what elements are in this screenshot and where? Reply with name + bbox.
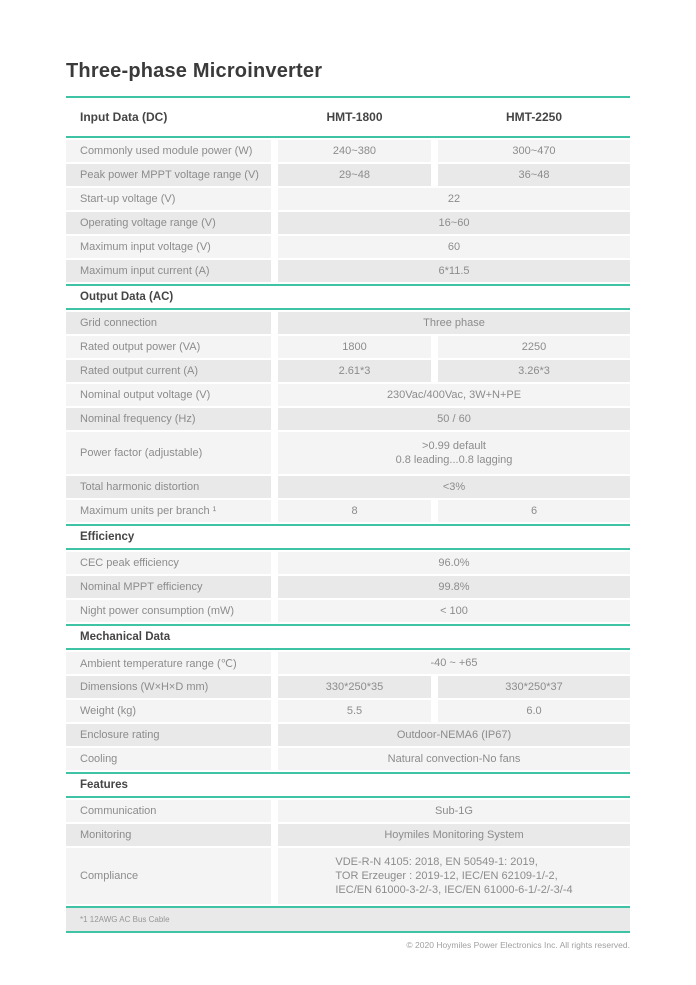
row-label: CEC peak efficiency: [66, 552, 271, 574]
section-header: [66, 284, 630, 310]
row-label: Cooling: [66, 748, 271, 770]
row-value: 29~48: [278, 164, 431, 186]
table-row: [66, 676, 630, 698]
row-label: Maximum input current (A): [66, 260, 271, 282]
column-header-model-1: HMT-1800: [326, 110, 383, 124]
row-value: 2250: [438, 336, 630, 358]
copyright: © 2020 Hoymiles Power Electronics Inc. All rights reserved.: [406, 940, 630, 950]
row-value-lines: [396, 432, 513, 474]
row-value-lines: [335, 848, 572, 904]
row-value: 60: [278, 236, 630, 258]
table-row: [66, 360, 630, 382]
row-label: Compliance: [66, 848, 271, 904]
footnote: *1 12AWG AC Bus Cable: [66, 906, 630, 933]
section-header: [66, 624, 630, 650]
row-value: Sub-1G: [278, 800, 630, 822]
row-value: 230Vac/400Vac, 3W+N+PE: [278, 384, 630, 406]
table-row: [66, 652, 630, 674]
row-value-line: VDE-R-N 4105: 2018, EN 50549-1: 2019,: [335, 856, 538, 868]
row-label: Start-up voltage (V): [66, 188, 271, 210]
row-value: 300~470: [438, 140, 630, 162]
row-value-line: IEC/EN 61000-3-2/-3, IEC/EN 61000-6-1/-2/-3/-4: [335, 884, 573, 896]
row-label: Nominal MPPT efficiency: [66, 576, 271, 598]
row-value: 1800: [278, 336, 431, 358]
row-value: 8: [278, 500, 431, 522]
row-value: < 100: [278, 600, 630, 622]
table-row: [66, 260, 630, 282]
column-header-section: Input Data (DC): [80, 110, 168, 124]
row-label: Rated output power (VA): [66, 336, 271, 358]
table-row: [66, 600, 630, 622]
row-value: -40 ~ +65: [278, 652, 630, 674]
table-row: [66, 312, 630, 334]
row-value: Natural convection-No fans: [278, 748, 630, 770]
row-value: 16~60: [278, 212, 630, 234]
column-header-model-2: HMT-2250: [505, 110, 563, 124]
table-header-row: [66, 98, 630, 138]
row-value: 6.0: [438, 700, 630, 722]
row-label: Nominal frequency (Hz): [66, 408, 271, 430]
row-value: 6: [438, 500, 630, 522]
row-label: Enclosure rating: [66, 724, 271, 746]
section-title: Features: [80, 779, 128, 791]
row-value: 22: [278, 188, 630, 210]
section-title: Output Data (AC): [80, 291, 174, 303]
row-value: 50 / 60: [278, 408, 630, 430]
table-row: [66, 552, 630, 574]
row-label: Night power consumption (mW): [66, 600, 271, 622]
row-value: Three phase: [278, 312, 630, 334]
table-row: [66, 188, 630, 210]
row-label: Nominal output voltage (V): [66, 384, 271, 406]
section-title: Efficiency: [80, 531, 135, 543]
row-value-line: >0.99 default: [422, 440, 486, 452]
row-value: 96.0%: [278, 552, 630, 574]
table-row: [66, 576, 630, 598]
row-label: Maximum units per branch ¹: [66, 500, 271, 522]
row-value-line: 0.8 leading...0.8 lagging: [395, 454, 513, 466]
table-row: [66, 824, 630, 846]
row-value: 330*250*37: [438, 676, 630, 698]
table-row: [66, 800, 630, 822]
row-value: 99.8%: [278, 576, 630, 598]
table-row: [66, 848, 630, 904]
table-row: [66, 164, 630, 186]
row-value: 36~48: [438, 164, 630, 186]
row-label: Communication: [66, 800, 271, 822]
row-label: Weight (kg): [66, 700, 271, 722]
row-label: Dimensions (W×H×D mm): [66, 676, 271, 698]
table-row: [66, 432, 630, 474]
table-row: [66, 700, 630, 722]
table-row: [66, 476, 630, 498]
row-value: 2.61*3: [278, 360, 431, 382]
row-value: Outdoor-NEMA6 (IP67): [278, 724, 630, 746]
row-value: 3.26*3: [438, 360, 630, 382]
row-value: [278, 432, 630, 474]
row-value: Hoymiles Monitoring System: [278, 824, 630, 846]
row-value: [278, 848, 630, 904]
section-header: [66, 524, 630, 550]
table-row: [66, 212, 630, 234]
row-value: <3%: [278, 476, 630, 498]
section-header: [66, 772, 630, 798]
table-row: [66, 384, 630, 406]
row-label: Operating voltage range (V): [66, 212, 271, 234]
row-label: Grid connection: [66, 312, 271, 334]
row-value-line: TOR Erzeuger : 2019-12, IEC/EN 62109-1/-2,: [335, 870, 558, 882]
row-label: Rated output current (A): [66, 360, 271, 382]
table-row: [66, 336, 630, 358]
table-row: [66, 408, 630, 430]
page-title: Three-phase Microinverter: [66, 60, 323, 82]
table-row: [66, 724, 630, 746]
table-row: [66, 748, 630, 770]
row-label: Peak power MPPT voltage range (V): [66, 164, 271, 186]
row-value: 330*250*35: [278, 676, 431, 698]
row-value: 5.5: [278, 700, 431, 722]
table-row: [66, 500, 630, 522]
row-value: 6*11.5: [278, 260, 630, 282]
row-label: Monitoring: [66, 824, 271, 846]
spec-table: [66, 140, 630, 904]
section-title: Mechanical Data: [80, 631, 171, 643]
row-label: Maximum input voltage (V): [66, 236, 271, 258]
table-row: [66, 140, 630, 162]
table-row: [66, 236, 630, 258]
row-label: Commonly used module power (W): [66, 140, 271, 162]
row-label: Ambient temperature range (℃): [66, 652, 271, 674]
row-label: Power factor (adjustable): [66, 432, 271, 474]
row-value: 240~380: [278, 140, 431, 162]
row-label: Total harmonic distortion: [66, 476, 271, 498]
